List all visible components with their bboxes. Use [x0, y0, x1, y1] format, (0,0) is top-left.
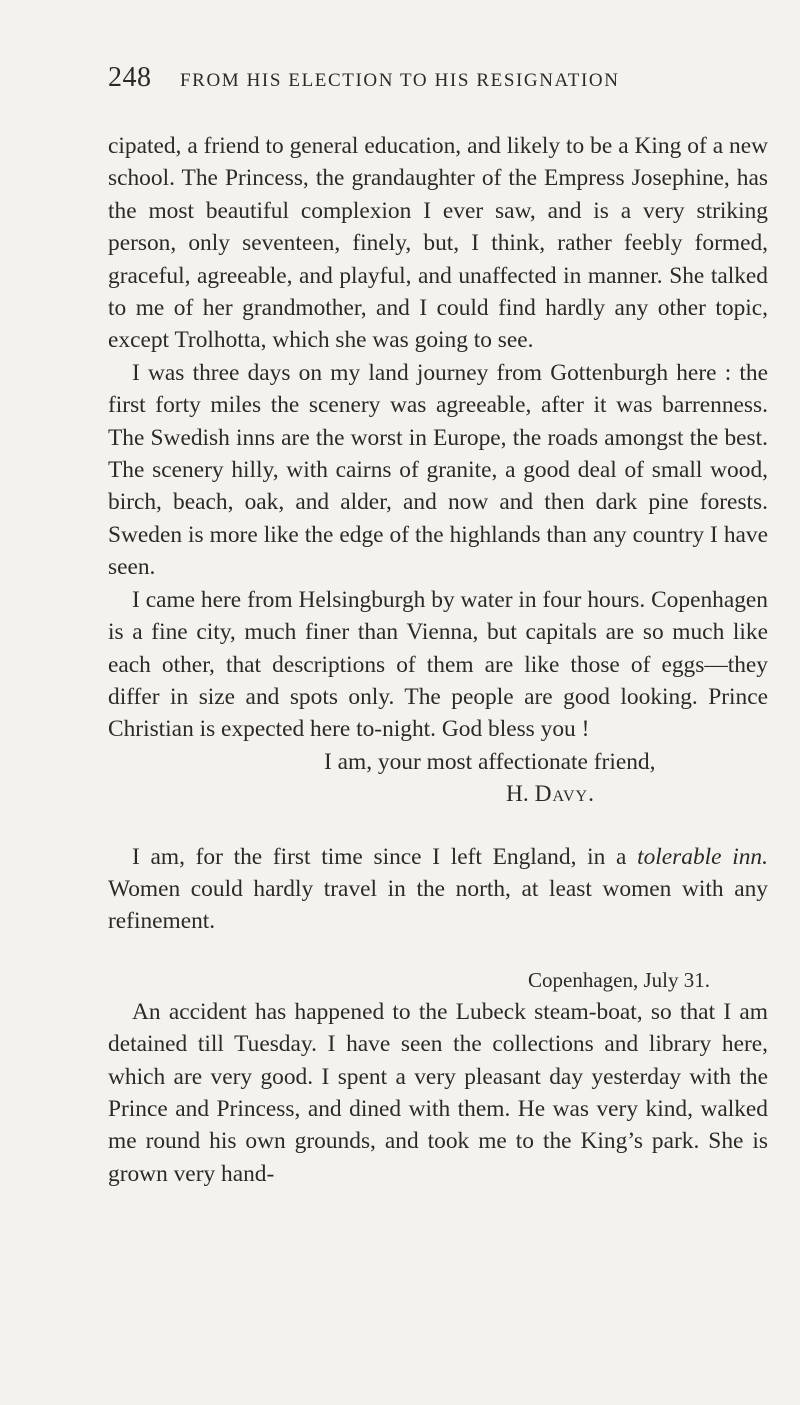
valediction: I am, your most affectionate friend,	[324, 748, 656, 775]
dateline: Copenhagen, July 31.	[528, 967, 710, 992]
postscript-emphasis: tolerable inn.	[637, 843, 768, 870]
postscript-before: I am, for the first time since I left England, in a	[132, 843, 638, 870]
signature-name: Davy.	[534, 781, 595, 808]
paragraph-copenhagen: I came here from Helsingburgh by water in four hours. Copenhagen is a fine city, much finer than Vienna, but capitals are so much like each other, that descriptions of them are like those of eggs—they differ in size and spots only. The people are good looking. Prince Christian is expected here to-night. God bless you !	[108, 586, 768, 743]
postscript-after: Women could hardly travel in the north, at least women with any refinement.	[108, 875, 768, 935]
letter-body	[108, 130, 768, 1190]
signature-initial: H.	[506, 781, 529, 808]
signature	[108, 778, 768, 810]
page-header	[108, 62, 768, 102]
letter-closing	[108, 746, 768, 811]
running-head: FROM HIS ELECTION TO HIS RESIGNATION	[180, 70, 620, 91]
page-number: 248	[108, 62, 152, 93]
postscript	[108, 841, 768, 938]
final-paragraph: An accident has happened to the Lubeck steam-boat, so that I am detained till Tuesday. I have seen the collections and library here, which are very good. I spent a very pleasant day yesterday with the Prince and Princess, and dined with them. He was very kind, walked me round his own grounds, and took me to the King’s park. She is grown very hand-	[108, 998, 768, 1187]
paragraph-journey: I was three days on my land journey from Gottenburgh here : the first forty miles the scenery was agreeable, after it was barrenness. The Swedish inns are the worst in Europe, the roads amongst the best. The scenery hilly, with cairns of granite, a good deal of small wood, birch, beach, oak, and alder, and now and then dark pine forests. Sweden is more like the edge of the highlands than any country I have seen.	[108, 359, 768, 581]
paragraph-continued: cipated, a friend to general education, and likely to be a King of a new school. The Princess, the grandaughter of the Empress Josephine, has the most beautiful complexion I ever saw, and is a very striking person, only seventeen, finely, but, I think, rather feebly formed, graceful, agreeable, and playful, and unaffected in manner. She talked to me of her grandmother, and I could find hardly any other topic, except Trolhotta, which she was going to see.	[108, 133, 768, 354]
